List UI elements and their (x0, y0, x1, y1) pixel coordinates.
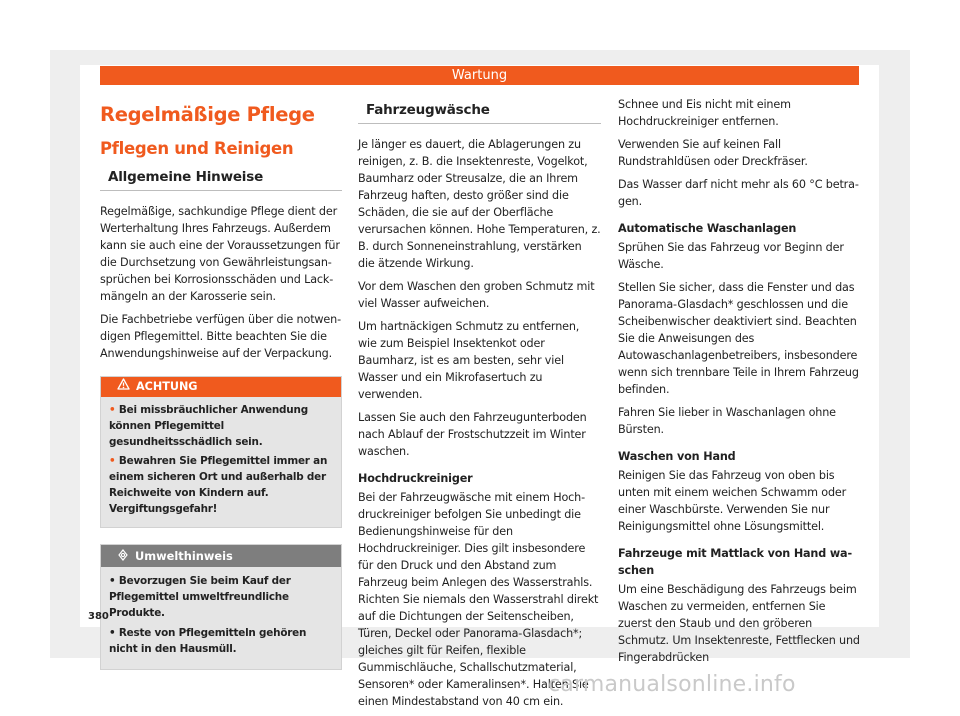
subheading-automatic-wash: Automatische Waschanlagen (618, 222, 797, 235)
chapter-subtitle: Pflegen und Reinigen (100, 139, 294, 158)
section-heading-general: Allgemeine Hinweise (100, 168, 342, 191)
paragraph: Schnee und Eis nicht mit einem Hochdruckreiniger entfernen. (618, 98, 791, 128)
warning-header (101, 377, 341, 397)
bullet: • (109, 627, 116, 639)
paragraph: Sprühen Sie das Fahrzeug vor Beginn der Wäsche. (618, 241, 844, 271)
column-right (618, 96, 860, 672)
column-left (100, 96, 342, 670)
bullet: • (109, 455, 116, 467)
subheading-pressure-washer: Hochdruckreiniger (358, 472, 473, 485)
warning-title: ACHTUNG (136, 380, 198, 393)
warning-item-text: Bei missbräuchlicher Anwendung können Pflegemittel gesundheitsschädlich sein. (109, 404, 308, 448)
environment-note-header (101, 545, 341, 567)
warning-box (100, 376, 342, 528)
page-number: 380 (88, 611, 109, 622)
watermark: carmanualsonline.info (548, 672, 796, 697)
environment-item (109, 625, 333, 657)
bullet: • (109, 575, 116, 587)
paragraph: Bei der Fahrzeugwäsche mit einem Hochdruckreiniger befolgen Sie unbedingt die Bedienungshinweise für den Hochdruckreiniger. Dies gilt insbesondere für den Druck und den Abstand zum Fahrzeug beim Anlegen des Wasserstrahls. Richten Sie niemals den Wasserstrahl direkt auf die Dichtungen der Seitenscheiben, Türen, Deckel oder Panorama-Glasdach*; gleiches gilt für Reifen, flexible Gummischläuche, Schallschutzmaterial, Sensoren* oder Kameralinsen*. Halten Sie einen Mindestabstand von 40 cm ein. (358, 491, 599, 708)
section-heading-car-wash: Fahrzeugwäsche (358, 101, 601, 124)
paragraph: Die Fachbetriebe verfügen über die notwendigen Pflegemittel. Bitte beachten Sie die Anwendungshinweise auf der Verpackung. (100, 313, 342, 360)
page-title: Regelmäßige Pflege (100, 103, 315, 126)
environment-leaf-icon (117, 546, 129, 568)
environment-note-title: Umwelthinweis (135, 549, 233, 563)
environment-item (109, 573, 333, 621)
bullet: • (109, 404, 116, 416)
warning-item (109, 453, 333, 517)
paragraph: Je länger es dauert, die Ablagerungen zu reinigen, z. B. die Insektenreste, Vogelkot, Baumharz oder Streusalze, die an Ihrem Fahrzeug haften, desto größer sind die Schäden, die sie auf der Oberfläche verursachen können. Hohe Temperaturen, z. B. durch Sonneneinstrahlung, verstärken die ätzende Wirkung. (358, 138, 601, 270)
warning-triangle-icon (117, 377, 130, 397)
paragraph: Fahren Sie lieber in Waschanlagen ohne Bürsten. (618, 406, 836, 436)
paragraph: Regelmäßige, sachkundige Pflege dient der Werterhaltung Ihres Fahrzeugs. Außerdem kann sie auch eine der Voraussetzungen für die Durchsetzung von Gewährleistungsansprüchen bei Korrosionsschäden und Lackmängeln an der Karosserie sein. (100, 205, 340, 303)
warning-item (109, 402, 333, 450)
paragraph: Vor dem Waschen den groben Schmutz mit viel Wasser aufweichen. (358, 280, 595, 310)
subheading-hand-wash: Waschen von Hand (618, 450, 736, 463)
paragraph: Reinigen Sie das Fahrzeug von oben bis unten mit einem weichen Schwamm oder einer Waschbürste. Verwenden Sie nur Reinigungsmittel ohne Lösungsmittel. (618, 469, 847, 533)
paragraph: Verwenden Sie auf keinen Fall Rundstrahldüsen oder Dreckfräser. (618, 138, 808, 168)
environment-note-box (100, 544, 342, 670)
paragraph: Stellen Sie sicher, dass die Fenster und das Panorama-Glasdach* geschlossen und die Scheibenwischer deaktiviert sind. Beachten Sie die Anweisungen des Autowaschanlagenbetreibers, insbesondere wenn sich trennbare Teile in Ihrem Fahrzeug befinden. (618, 281, 859, 396)
paragraph: Das Wasser darf nicht mehr als 60 °C betragen. (618, 178, 859, 208)
paragraph: Um hartnäckigen Schmutz zu entfernen, wie zum Beispiel Insektenkot oder Baumharz, ist es am besten, sehr viel Wasser und ein Mikrofasertuch zu verwenden. (358, 320, 580, 401)
paragraph: Lassen Sie auch den Fahrzeugunterboden nach Ablauf der Frostschutzzeit im Winter waschen. (358, 411, 587, 458)
environment-item-text: Bevorzugen Sie beim Kauf der Pflegemittel umweltfreundliche Produkte. (109, 575, 291, 619)
warning-item-text: Bewahren Sie Pflegemittel immer an einem sicheren Ort und außerhalb der Reichweite von Kindern auf. Vergiftungsgefahr! (109, 455, 328, 515)
subheading-matte-paint: Fahrzeuge mit Mattlack von Hand waschen (618, 547, 853, 577)
paragraph: Um eine Beschädigung des Fahrzeugs beim Waschen zu vermeiden, entfernen Sie zuerst den Staub und den gröberen Schmutz. Um Insektenreste, Fettflecken und Fingerabdrücken (618, 583, 860, 664)
environment-item-text: Reste von Pflegemitteln gehören nicht in den Hausmüll. (109, 627, 307, 655)
chapter-title: Wartung (451, 68, 508, 83)
chapter-header (100, 66, 859, 85)
column-middle (358, 96, 601, 716)
